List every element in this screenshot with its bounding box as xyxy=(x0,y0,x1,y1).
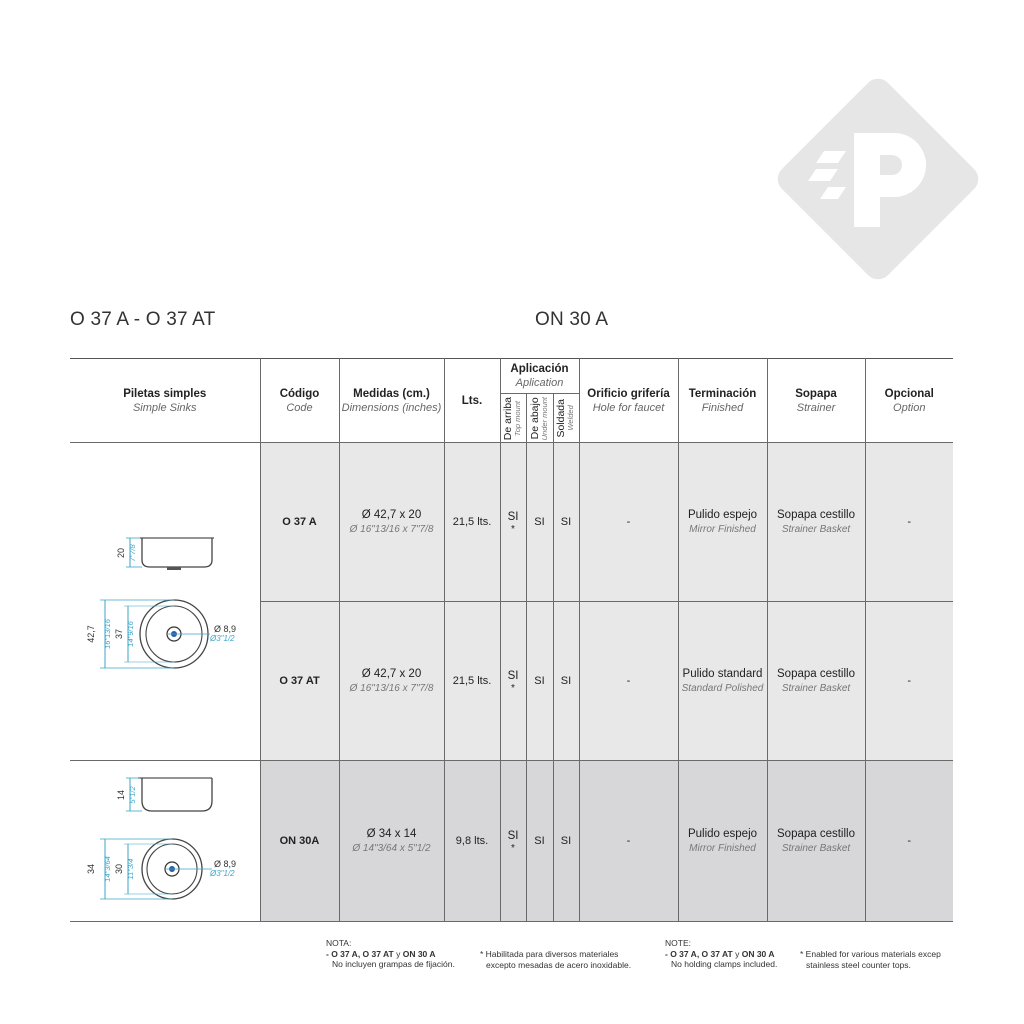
note-en-star xyxy=(800,949,941,970)
dim-drain-in: Ø3"1/2 xyxy=(210,869,235,878)
dimensions-cell: Ø 34 x 14 Ø 14"3/64 x 5"1/2 xyxy=(339,761,444,922)
header-strainer: Sopapa Strainer xyxy=(767,359,865,443)
note-en-star2: stainless steel counter tops. xyxy=(806,959,911,970)
header-code: Código Code xyxy=(260,359,339,443)
welded-cell: SI xyxy=(553,443,579,602)
note-en-line2: No holding clamps included. xyxy=(671,959,778,969)
faucet-cell: - xyxy=(579,761,678,922)
header-sinks: Piletas simples Simple Sinks xyxy=(70,359,260,443)
under-mount-cell: SI xyxy=(526,443,553,602)
strainer-cell: Sopapa cestillo Strainer Basket xyxy=(767,602,865,761)
under-mount-cell: SI xyxy=(526,761,553,922)
header-under-mount: De abajo Under mount xyxy=(526,394,553,443)
dim-drain-cm: Ø 8,9 xyxy=(214,859,237,869)
header-faucet: Orificio grifería Hole for faucet xyxy=(579,359,678,443)
faucet-cell: - xyxy=(579,602,678,761)
header-finish: Terminación Finished xyxy=(678,359,767,443)
dim-drain-in: Ø3"1/2 xyxy=(210,634,235,643)
dim-outer-in: 14"3/64 xyxy=(103,856,112,882)
dim-depth-in: 7"7/8 xyxy=(128,544,137,562)
finish-cell: Pulido espejo Mirror Finished xyxy=(678,761,767,922)
header-option: Opcional Option xyxy=(865,359,953,443)
welded-cell: SI xyxy=(553,761,579,922)
dim-inner-cm: 37 xyxy=(114,628,124,640)
welded-cell: SI xyxy=(553,602,579,761)
note-en xyxy=(665,938,777,970)
note-es-star1: * Habilitada para diversos materiales xyxy=(480,949,619,959)
option-cell: - xyxy=(865,761,953,922)
under-mount-cell: SI xyxy=(526,602,553,761)
dim-outer-cm: 42,7 xyxy=(86,625,96,643)
note-en-line1: - O 37 A, O 37 AT y ON 30 A xyxy=(665,948,775,959)
top-mount-cell: SI * xyxy=(500,443,526,602)
top-mount-cell: SI * xyxy=(500,761,526,922)
code-cell: ON 30A xyxy=(260,761,339,922)
strainer-cell: Sopapa cestillo Strainer Basket xyxy=(767,443,865,602)
code-cell: O 37 A xyxy=(260,443,339,602)
note-es-star xyxy=(480,949,631,970)
header-application: Aplicación Aplication xyxy=(500,359,579,394)
dim-inner-in: 11"3/4 xyxy=(126,858,135,880)
sink-drawing-on30 xyxy=(80,773,255,903)
note-es xyxy=(326,938,455,970)
ph-logo-icon xyxy=(772,73,984,285)
dim-outer-in: 16"13/16 xyxy=(103,619,112,649)
model-title-on30: ON 30 A xyxy=(535,309,609,330)
dim-depth-cm: 14 xyxy=(116,789,126,801)
header-liters: Lts. xyxy=(444,359,500,443)
header-dimensions: Medidas (cm.) Dimensions (inches) xyxy=(339,359,444,443)
dim-drain-cm: Ø 8,9 xyxy=(214,624,237,634)
dimensions-cell: Ø 42,7 x 20 Ø 16"13/16 x 7"7/8 xyxy=(339,602,444,761)
dim-depth-in: 5"1/2 xyxy=(128,786,137,804)
dim-outer-cm: 34 xyxy=(86,863,96,875)
model-title-o37: O 37 A - O 37 AT xyxy=(70,309,216,330)
note-es-line1: - O 37 A, O 37 AT y ON 30 A xyxy=(326,948,436,959)
note-en-star1: * Enabled for various materials excep xyxy=(800,949,941,959)
top-mount-cell: SI * xyxy=(500,602,526,761)
dimensions-cell: Ø 42,7 x 20 Ø 16"13/16 x 7"7/8 xyxy=(339,443,444,602)
table-header-row xyxy=(70,359,953,394)
code-cell: O 37 AT xyxy=(260,602,339,761)
note-es-line2: No incluyen grampas de fijación. xyxy=(332,959,455,969)
option-cell: - xyxy=(865,443,953,602)
option-cell: - xyxy=(865,602,953,761)
note-es-star2: excepto mesadas de acero inoxidable. xyxy=(486,959,632,970)
sink-drawing-o37 xyxy=(80,525,255,685)
faucet-cell: - xyxy=(579,443,678,602)
strainer-cell: Sopapa cestillo Strainer Basket xyxy=(767,761,865,922)
note-en-title: NOTE: xyxy=(665,938,691,948)
note-es-title: NOTA: xyxy=(326,938,352,948)
finish-cell: Pulido espejo Mirror Finished xyxy=(678,443,767,602)
liters-cell: 21,5 lts. xyxy=(444,443,500,602)
dim-inner-cm: 30 xyxy=(114,863,124,875)
finish-cell: Pulido standard Standard Polished xyxy=(678,602,767,761)
dim-depth-cm: 20 xyxy=(116,547,126,559)
liters-cell: 21,5 lts. xyxy=(444,602,500,761)
liters-cell: 9,8 lts. xyxy=(444,761,500,922)
header-welded: Soldada Welded xyxy=(553,394,579,443)
dim-inner-in: 14"9/16 xyxy=(126,621,135,647)
header-top-mount: De arriba Top mount xyxy=(500,394,526,443)
